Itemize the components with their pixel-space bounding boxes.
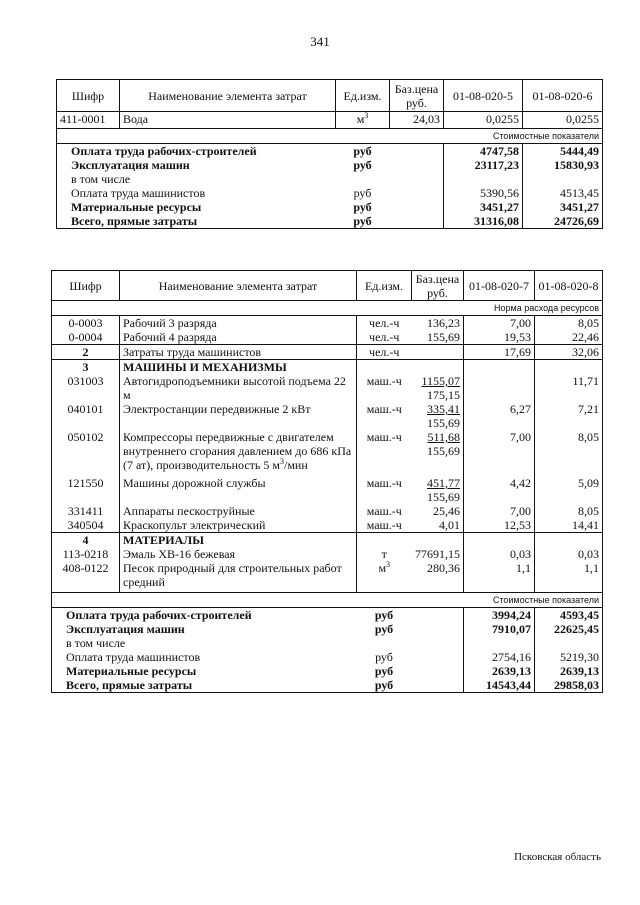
table-row: 3 МАШИНЫ И МЕХАНИЗМЫ	[52, 360, 603, 375]
summary-row: Оплата труда машинистов руб 5390,56 4513,45	[57, 186, 603, 200]
header-unit: Ед.изм.	[336, 80, 390, 112]
row-value-2: 0,0255	[566, 112, 599, 126]
cost-table-1	[56, 79, 603, 229]
section-note: Норма расхода ресурсов	[494, 303, 599, 313]
row-name: Вода	[120, 112, 336, 129]
header-col-1: 01-08-020-7	[464, 271, 535, 301]
table-row: 408-0122 Песок природный для строительных работ средний $м^3$ 280,36 1,1 1,1	[52, 561, 603, 593]
cost-table-2	[51, 270, 603, 693]
summary-row: Оплата труда рабочих-строителей руб 3994,24 4593,45	[52, 608, 603, 623]
row-code: 411-0001	[57, 112, 120, 129]
section-note: Стоимостные показатели	[492, 131, 599, 141]
header-col-1: 01-08-020-5	[444, 80, 523, 112]
summary-row: в том числе	[57, 172, 603, 186]
header-name: Наименование элемента затрат	[120, 80, 336, 112]
header-code: Шифр	[57, 80, 120, 112]
summary-row: Оплата труда машинистов руб 2754,16 5219,30	[52, 650, 603, 664]
summary-row: Материальные ресурсы руб 2639,13 2639,13	[52, 664, 603, 678]
table-row	[57, 112, 603, 129]
table-row: 113-0218 Эмаль ХВ-16 бежевая т 77691,15 0,03 0,03	[52, 547, 603, 561]
header-unit: Ед.изм.	[357, 271, 412, 301]
table-row: 0-0004 Рабочий 4 разряда чел.-ч 155,69 19,53 22,46	[52, 330, 603, 345]
row-unit: $м^3$	[336, 112, 390, 129]
table-row: 050102 Компрессоры передвижные с двигателем внутреннего сгорания давлением до 686 кПа (7 ат), производительность 5 $м^3$/мин маш.-ч 511,68 155,69 7,00 8,05	[52, 430, 603, 476]
summary-row: в том числе	[52, 636, 603, 650]
summary-row: Всего, прямые затраты руб 31316,08 24726,69	[57, 214, 603, 229]
summary-row: Эксплуатация машин руб 23117,23 15830,93	[57, 158, 603, 172]
row-price: 24,03	[390, 112, 444, 129]
header-col-2: 01-08-020-8	[535, 271, 603, 301]
summary-row: Оплата труда рабочих-строителей руб 4747,58 5444,49	[57, 144, 603, 159]
header-col-2: 01-08-020-6	[523, 80, 603, 112]
summary-row: Эксплуатация машин руб 7910,07 22625,45	[52, 622, 603, 636]
row-value-1: 0,0255	[444, 112, 523, 129]
header-code: Шифр	[52, 271, 120, 301]
summary-row: Материальные ресурсы руб 3451,27 3451,27	[57, 200, 603, 214]
table-header	[57, 80, 603, 112]
header-price: Баз.цена руб.	[390, 80, 444, 112]
table-row: 4 МАТЕРИАЛЫ	[52, 533, 603, 548]
header-price: Баз.цена руб.	[412, 271, 464, 301]
table-row: 340504 Краскопульт электрический маш.-ч 4,01 12,53 14,41	[52, 518, 603, 533]
section-note: Стоимостные показатели	[492, 595, 599, 605]
table-row: 2 Затраты труда машинистов чел.-ч 17,69 32,06	[52, 345, 603, 360]
table-row: 331411 Аппараты пескоструйные маш.-ч 25,46 7,00 8,05	[52, 504, 603, 518]
table-row: 0-0003 Рабочий 3 разряда чел.-ч 136,23 7,00 8,05	[52, 316, 603, 331]
table-row: 031003 Автогидроподъемники высотой подъема 22 м маш.-ч 1155,07 175,15 11,71	[52, 374, 603, 402]
header-name: Наименование элемента затрат	[120, 271, 357, 301]
summary-row: Всего, прямые затраты руб 14543,44 29858,03	[52, 678, 603, 693]
page-number: 341	[310, 34, 330, 49]
table-row: 040101 Электростанции передвижные 2 кВт маш.-ч 335,41 155,69 6,27 7,21	[52, 402, 603, 430]
footer-region: Псковская область	[514, 851, 601, 863]
table-row: 121550 Машины дорожной службы маш.-ч 451,77 155,69 4,42 5,09	[52, 476, 603, 504]
table-header	[52, 271, 603, 301]
